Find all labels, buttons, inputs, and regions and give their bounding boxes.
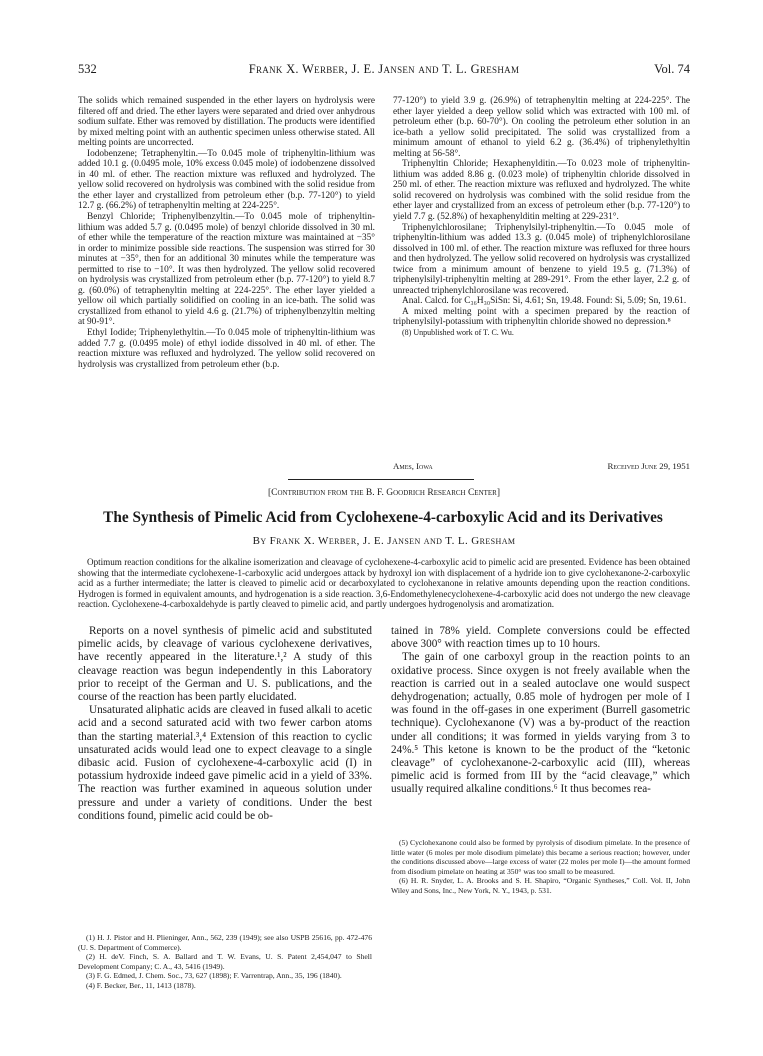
paragraph: Ethyl Iodide; Triphenylethyltin.—To 0.045 mole of triphenyltin-lithium was added 7.7 g. (0.0495 mole) of ethyl iodide dissolved in 40 ml. of ether. The reaction mixture was refluxed and hydrolyzed. The yellow solid recovered on hydrolysis was crystallized from petroleum ether (b.p.: [78, 328, 375, 370]
footnote: (5) Cyclohexanone could also be formed by pyrolysis of disodium pimelate. In the presence of little water (6 moles per mole disodium pimelate) this became a serious reaction; however, under the conditions discussed above—large excess of water (22 moles per mole I)—the amount formed from disodium pimelate on heating at 350° was too small to be measured.: [391, 838, 690, 876]
paragraph: The gain of one carboxyl group in the reaction points to an oxidative process. Since oxygen is not freely available when the reaction is carried out in a sealed autoclave one would suspect dehydrogenation; actually, 0.85 mole of hydrogen per mole of I was found in the off-gases in one experiment (Burrell gasometric technique). Cyclohexanone (V) was a by-product of the reaction under all conditions; it was formed in yields varying from 3 to 24%.⁵ This ketone is known to be the product of the “ketonic cleavage” of cyclohexanone-2-carboxylic acid (III), whereas pimelic acid is formed from III by the “acid cleavage,” which usually required alkaline conditions.⁶ It thus becomes rea-: [391, 651, 690, 796]
body-right-column: [391, 625, 690, 797]
footnote: (2) H. deV. Finch, S. A. Ballard and T. W. Evans, U. S. Patent 2,454,047 to Shell Development Company; C. A., 43, 5416 (1949).: [78, 952, 372, 971]
footnote: (3) F. G. Edmed, J. Chem. Soc., 73, 627 (1898); F. Varrentrap, Ann., 35, 196 (1840).: [86, 971, 342, 981]
paragraph: Triphenyltin Chloride; Hexaphenylditin.—To 0.023 mole of triphenyltin-lithium was added 8.86 g. (0.023 mole) of triphenyltin chloride dissolved in 250 ml. of ether. The reaction mixture was refluxed and hydrolyzed. The white solid recovered on hydrolysis was combined with the solid residue from the ether layer and crystallized from an excess of petroleum ether (b.p. 77-120°) to yield 7.7 g. (52.8%) of hexaphenylditin melting at 229-231°.: [393, 159, 690, 223]
footnote: (6) H. R. Snyder, L. A. Brooks and S. H. Shapiro, “Organic Syntheses,” Coll. Vol. II, John Wiley and Sons, Inc., New York, N. Y., 1943, p. 531.: [391, 876, 690, 895]
footnote: (8) Unpublished work of T. C. Wu.: [402, 328, 514, 338]
body-left-column: [78, 625, 372, 823]
paragraph: 77-120°) to yield 3.9 g. (26.9%) of tetraphenyltin melting at 224-225°. The ether layer yielded a deep yellow solid which was extracted with 100 ml. of petroleum ether (b.p. 60-70°). On cooling the petroleum ether solution in an ice-bath a yellow solid precipitated. The solid was crystallized from a minimum amount of ethanol to yield 6.2 g. (36.4%) of triphenylethyltin melting at 56-58°.: [393, 96, 690, 159]
volume-label: Vol. 74: [654, 62, 690, 76]
section-divider: [288, 479, 474, 480]
footnote: (1) H. J. Pistor and H. Plieninger, Ann., 562, 239 (1949); see also USPB 25616, pp. 472-476 (U. S. Department of Commerce).: [78, 933, 372, 952]
location: Ames, Iowa: [393, 461, 433, 471]
prev-article-right-column: [393, 96, 690, 338]
analysis-line: Anal. Calcd. for C₃₆H₃₀SiSn: Si, 4.61; Sn, 19.48. Found: Si, 5.09; Sn, 19.61.: [402, 296, 687, 307]
footnotes-right: [391, 838, 690, 896]
footnote: (4) F. Becker, Ber., 11, 1413 (1878).: [86, 980, 196, 990]
paragraph: Benzyl Chloride; Triphenylbenzyltin.—To 0.045 mole of triphenyltin-lithium was added 5.7 g. (0.0495 mole) of benzyl chloride dissolved in 30 ml. of ether while the temperature of the reaction mixture was maintained at −35° in order to minimize possible side reactions. The suspension was stirred for 30 minutes at −35°, then for an additional 30 minutes while the temperature was permitted to rise to −10°. It was then hydrolyzed. The yellow solid recovered on hydrolysis was crystallized from petroleum ether (b.p. 77-120°) to yield 8.7 g. (60.0%) of tetraphenyltin melting at 224-225°. The ether layer yielded a yellow oil which partially solidified on cooling in an ice-bath. The solid was crystallized from ethanol to yield 4.6 g. (21.7%) of triphenylbenzyltin melting at 90-91°.: [78, 212, 375, 328]
header-authors: Frank X. Werber, J. E. Jansen and T. L. Gresham: [248, 62, 520, 76]
paragraph: The solids which remained suspended in the ether layers on hydrolysis were filtered off and dried. The ether layers were separated and dried over anhydrous sodium sulfate. Ether was removed by distillation. The products were identified by mixed melting point with an authentic specimen unless otherwise stated. All melting points are uncorrected.: [78, 96, 375, 149]
byline: By Frank X. Werber, J. E. Jansen and T. L. Gresham: [252, 535, 516, 547]
running-header: [78, 62, 690, 80]
paragraph: A mixed melting point with a specimen prepared by the reaction of triphenylsilyl-potassium with triphenyltin chloride showed no depression.⁸: [393, 306, 690, 328]
paragraph: Triphenylchlorosilane; Triphenylsilyl-triphenyltin.—To 0.045 mole of triphenyltin-lithium was added 13.3 g. (0.045 mole) of triphenylchlorosilane dissolved in 100 ml. of ether. The reaction mixture was refluxed for three hours and then hydrolyzed. The yellow solid recovered on hydrolysis was crystallized twice from a minimum amount of benzene to yield 19.5 g. (71.3%) of triphenylsilyl-triphenyltin melting at 289-291°. From the ether layer, 2.2 g. of unreacted triphenylchlorosilane was recovered.: [393, 222, 690, 296]
abstract: Optimum reaction conditions for the alkaline isomerization and cleavage of cyclohexene-4-carboxylic acid to pimelic acid are presented. Evidence has been obtained showing that the intermediate cyclohexene-1-carboxylic acid undergoes attack by hydroxyl ion with displacement of a hydride ion to give cyclohexanone-2-carboxylic acid as a further intermediate; the latter is cleaved to pimelic acid or decarboxylated to cyclohexanone in relative amounts depending upon the reaction conditions. Hydrogen is formed in equivalent amounts, and hydrogenation is a side reaction. 3,6-Endomethylenecyclohexene-4-carboxylic acid does not undergo the new cleavage reaction. Cyclohexene-4-carboxaldehyde is partly cleaved to pimelic acid, and partly undergoes hydrogenolysis and aromatization.: [78, 557, 690, 610]
article-title: The Synthesis of Pimelic Acid from Cyclohexene-4-carboxylic Acid and its Derivatives: [103, 509, 663, 526]
paragraph: Iodobenzene; Tetraphenyltin.—To 0.045 mole of triphenyltin-lithium was added 10.1 g. (0.0495 mole, 10% excess 0.045 mole) of iodobenzene dissolved in 40 ml. of ether. The reaction mixture was refluxed and hydrolyzed. The yellow solid recovered on hydrolysis was combined with the solid residue from the ether layer and crystallized from petroleum ether (b.p. 77-120°) to yield 12.7 g. (66.2%) of tetraphenyltin melting at 224-225°.: [78, 148, 375, 212]
received-date: Received June 29, 1951: [607, 461, 690, 471]
paragraph: Reports on a novel synthesis of pimelic acid and substituted pimelic acids, by cleavage of various cyclohexene derivatives, have recently appeared in the literature.¹,² A study of this cleavage reaction was begun independently in this Laboratory prior to receipt of the German and U. S. publications, and the course of the reaction has been partly elucidated.: [78, 625, 372, 704]
paragraph: tained in 78% yield. Complete conversions could be effected above 300° with reaction times up to 10 hours.: [391, 625, 690, 651]
footnotes-left: [78, 933, 372, 991]
page-number: 532: [78, 62, 97, 76]
contribution-line: [Contribution from the B. F. Goodrich Research Center]: [267, 488, 501, 498]
paragraph: Unsaturated aliphatic acids are cleaved in fused alkali to acetic acid and a second saturated acid with two fewer carbon atoms than the starting material.³,⁴ Extension of this reaction to cyclic unsaturated acids would lead one to expect cleavage to a single dibasic acid. Fusion of cyclohexene-4-carboxylic acid (I) in potassium hydroxide indeed gave pimelic acid in a yield of 33%. The reaction was further examined in aqueous solution under pressure and under a variety of conditions. Under the best conditions found, pimelic acid could be ob-: [78, 704, 372, 822]
prev-article-left-column: [78, 96, 375, 370]
